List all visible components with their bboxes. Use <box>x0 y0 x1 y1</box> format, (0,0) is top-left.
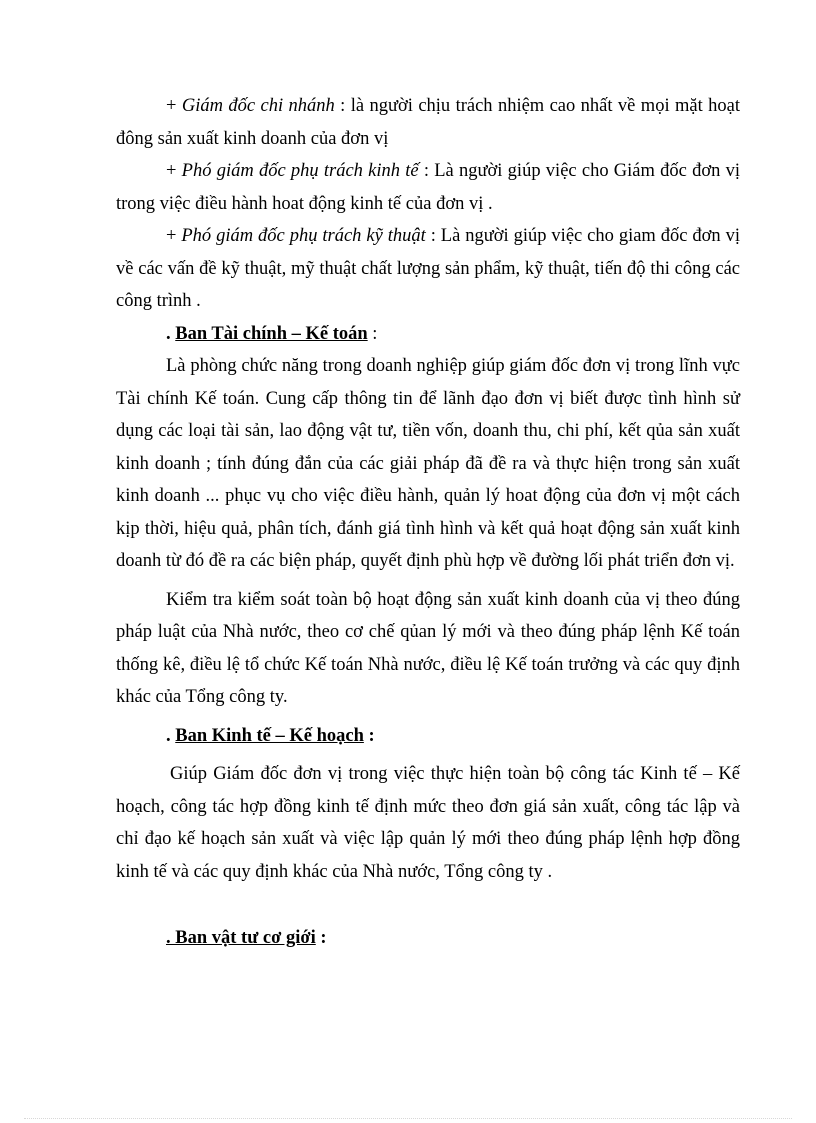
paragraph-planning-role: Giúp Giám đốc đơn vị trong việc thực hiện toàn bộ công tác Kinh tế – Kế hoạch, công tác hợp đồng kinh tế định mức theo đơn giá sản xuất, công tác lập và chỉ đạo kế hoạch sản xuất và việc lập quản lý mới theo đúng pháp lệnh hợp đồng kinh tế và các quy định khác của Nhà nước, Tổng công ty . <box>116 764 740 882</box>
page-bottom-divider <box>24 1118 792 1119</box>
paragraph-director <box>116 90 740 155</box>
role-deputy-economics: Phó giám đốc phụ trách kinh tế <box>181 161 419 181</box>
role-director: Giám đốc chi nhánh <box>181 96 335 116</box>
heading-finance <box>116 318 740 351</box>
role-deputy-technical: Phó giám đốc phụ trách kỹ thuật <box>181 226 426 246</box>
bullet-lead: + <box>166 161 182 181</box>
paragraph-deputy-technical <box>116 220 740 318</box>
bullet-lead: + <box>166 226 182 246</box>
role-deputy-technical-text: : Là người giúp việc cho giam đốc đơn vị về các vấn đề kỹ thuật, mỹ thuật chất lượng sản phẩm, kỹ thuật, tiến độ thi công các công trình . <box>116 226 741 311</box>
document-body <box>116 90 740 955</box>
bullet-lead: + <box>166 96 182 116</box>
role-deputy-economics-text: : Là người giúp việc cho Giám đốc đơn vị trong việc điều hành hoat động kinh tế của đơn vị . <box>116 161 741 214</box>
paragraph-finance-role: Là phòng chức năng trong doanh nghiệp giúp giám đốc đơn vị trong lĩnh vực Tài chính Kế toán. Cung cấp thông tin để lãnh đạo đơn vị biết được tình hình sử dụng các loại tài sản, lao động vật tư, tiền vốn, doanh thu, chi phí, kết qủa sản xuất kinh doanh ; tính đúng đắn của các giải pháp đã đề ra và thực hiện trong sản xuất kinh doanh ... phục vụ cho việc điều hành, quản lý hoat động của đơn vị một cách kịp thời, hiệu quả, phân tích, đánh giá tình hình và kết quả hoạt động sản xuất kinh doanh từ đó đề ra các biện pháp, quyết định phù hợp về đường lối phát triển đơn vị. <box>116 356 740 571</box>
heading-finance-prefix: . <box>166 323 176 344</box>
heading-finance-title: Ban Tài chính – Kế toán <box>175 323 368 344</box>
role-director-text: : là người chịu trách nhiệm cao nhất về mọi mặt hoạt đông sản xuất kinh doanh của đơn vị <box>116 96 740 149</box>
heading-materials-suffix: : <box>315 928 327 948</box>
paragraph-deputy-economics <box>116 155 740 220</box>
paragraph-finance-control: Kiểm tra kiểm soát toàn bộ hoạt động sản xuất kinh doanh của vị theo đúng pháp luật của Nhà nước, theo cơ chế qủan lý mới và theo đúng pháp lệnh Kế toán thống kê, điều lệ tổ chức Kế toán Nhà nước, điều lệ Kế toán trưởng và các quy định khác của Tổng công ty. <box>116 589 740 707</box>
heading-planning <box>116 720 740 753</box>
heading-materials-title: . Ban vật tư cơ giới <box>166 928 316 948</box>
heading-finance-suffix: : <box>367 323 378 344</box>
heading-planning-suffix: : <box>363 725 375 746</box>
heading-planning-title: Ban Kinh tế – Kế hoạch <box>175 725 364 746</box>
heading-planning-prefix: . <box>166 725 176 746</box>
heading-materials <box>116 922 740 955</box>
